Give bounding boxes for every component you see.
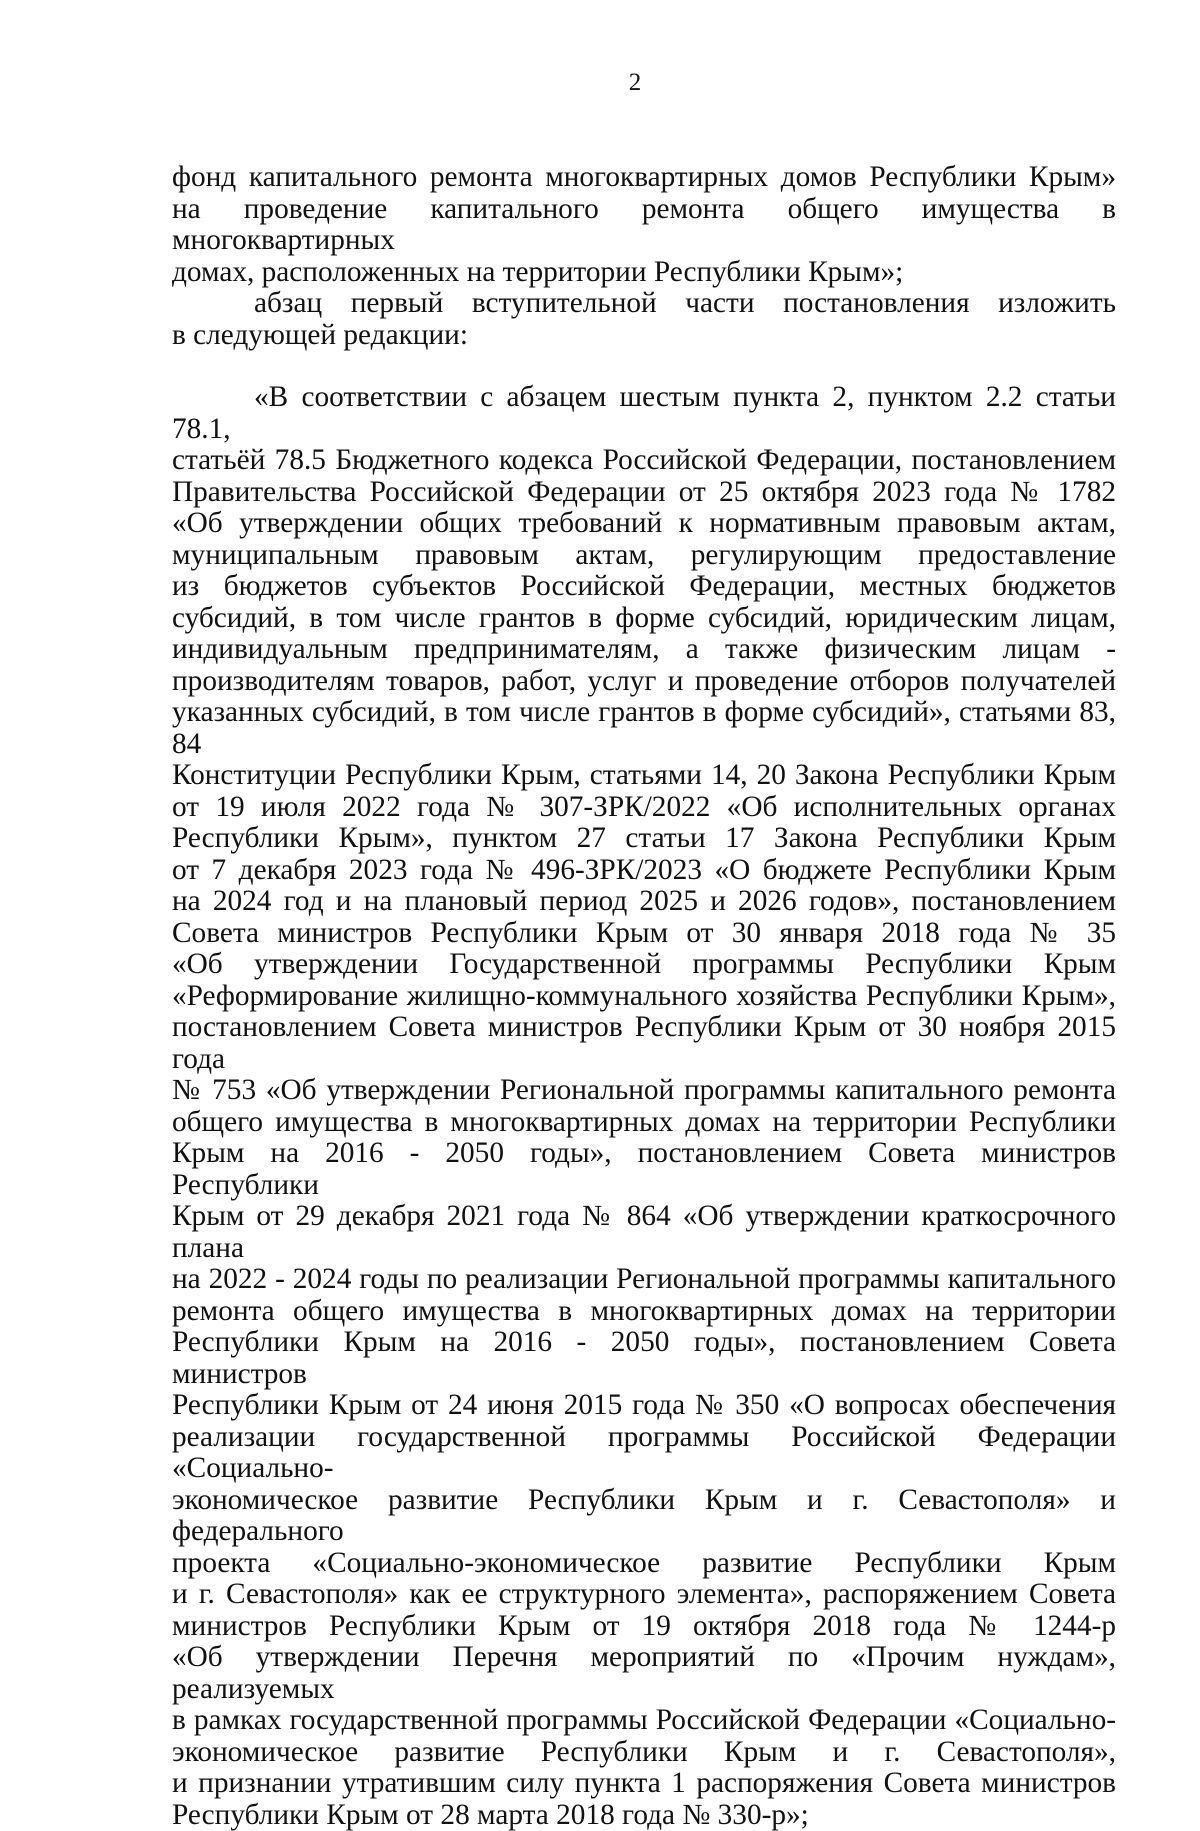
text-line: в рамках государственной программы Российской Федерации «Социально- — [172, 1705, 1116, 1737]
text-line: «Об утверждении общих требований к нормативным правовым актам, — [172, 508, 1116, 540]
text-line: Правительства Российской Федерации от 25 октября 2023 года № 1782 — [172, 477, 1116, 509]
text-line: Совета министров Республики Крым от 30 января 2018 года № 35 — [172, 918, 1116, 950]
text-line: в следующей редакции: — [172, 320, 1116, 352]
text-line: Конституции Республики Крым, статьями 14, 20 Закона Республики Крым — [172, 760, 1116, 792]
page-number: 2 — [0, 68, 1200, 98]
text-line: «Об утверждении Перечня мероприятий по «Прочим нуждам», реализуемых — [172, 1642, 1116, 1705]
text-line: и г. Севастополя» как ее структурного элемента», распоряжением Совета — [172, 1579, 1116, 1611]
text-line: «В соответствии с абзацем шестым пункта 2, пунктом 2.2 статьи 78.1, — [172, 382, 1116, 445]
text-line: Республики Крым на 2016 - 2050 годы», постановлением Совета министров — [172, 1327, 1116, 1390]
paragraph-spacer — [172, 351, 1116, 382]
text-line: Республики Крым», пунктом 27 статьи 17 Закона Республики Крым — [172, 823, 1116, 855]
text-line: фонд капитального ремонта многоквартирных домов Республики Крым» — [172, 162, 1116, 194]
text-line: экономическое развитие Республики Крым и г. Севастополя», — [172, 1737, 1116, 1769]
text-line: № 753 «Об утверждении Региональной программы капитального ремонта — [172, 1075, 1116, 1107]
text-line: муниципальным правовым актам, регулирующим предоставление — [172, 540, 1116, 572]
text-line: Республики Крым от 28 марта 2018 года № 330-р»; — [172, 1800, 1116, 1831]
paragraph-preamble-quote — [172, 382, 1116, 1831]
text-line: экономическое развитие Республики Крым и г. Севастополя» и федерального — [172, 1485, 1116, 1548]
text-line: от 7 декабря 2023 года № 496-ЗРК/2023 «О бюджете Республики Крым — [172, 855, 1116, 887]
text-line: статьёй 78.5 Бюджетного кодекса Российской Федерации, постановлением — [172, 445, 1116, 477]
text-line: проекта «Социально-экономическое развитие Республики Крым — [172, 1548, 1116, 1580]
text-line: реализации государственной программы Российской Федерации «Социально- — [172, 1422, 1116, 1485]
text-line: Крым от 29 декабря 2021 года № 864 «Об утверждении краткосрочного плана — [172, 1201, 1116, 1264]
text-line: постановлением Совета министров Республики Крым от 30 ноября 2015 года — [172, 1012, 1116, 1075]
text-line: указанных субсидий, в том числе грантов в форме субсидий», статьями 83, 84 — [172, 697, 1116, 760]
text-line: «Реформирование жилищно-коммунального хозяйства Республики Крым», — [172, 981, 1116, 1013]
text-line: из бюджетов субъектов Российской Федерации, местных бюджетов — [172, 571, 1116, 603]
text-line: от 19 июля 2022 года № 307-ЗРК/2022 «Об исполнительных органах — [172, 792, 1116, 824]
text-line: Крым на 2016 - 2050 годы», постановлением Совета министров Республики — [172, 1138, 1116, 1201]
text-line: Республики Крым от 24 июня 2015 года № 350 «О вопросах обеспечения — [172, 1390, 1116, 1422]
paragraph-amendment-instruction — [172, 288, 1116, 351]
text-line: ремонта общего имущества в многоквартирных домах на территории — [172, 1296, 1116, 1328]
text-line: министров Республики Крым от 19 октября 2018 года № 1244-р — [172, 1611, 1116, 1643]
text-line: «Об утверждении Государственной программы Республики Крым — [172, 949, 1116, 981]
text-line: общего имущества в многоквартирных домах на территории Республики — [172, 1107, 1116, 1139]
text-line: и признании утратившим силу пункта 1 распоряжения Совета министров — [172, 1768, 1116, 1800]
paragraph-fund-continuation — [172, 162, 1116, 288]
text-line: на 2024 год и на плановый период 2025 и 2026 годов», постановлением — [172, 886, 1116, 918]
text-line: субсидий, в том числе грантов в форме субсидий, юридическим лицам, — [172, 603, 1116, 635]
document-body — [172, 162, 1116, 1831]
text-line: на проведение капитального ремонта общего имущества в многоквартирных — [172, 194, 1116, 257]
text-line: домах, расположенных на территории Республики Крым»; — [172, 257, 1116, 289]
text-line: на 2022 - 2024 годы по реализации Региональной программы капитального — [172, 1264, 1116, 1296]
text-line: индивидуальным предпринимателям, а также физическим лицам - — [172, 634, 1116, 666]
text-line: производителям товаров, работ, услуг и проведение отборов получателей — [172, 666, 1116, 698]
text-line: абзац первый вступительной части постановления изложить — [172, 288, 1116, 320]
